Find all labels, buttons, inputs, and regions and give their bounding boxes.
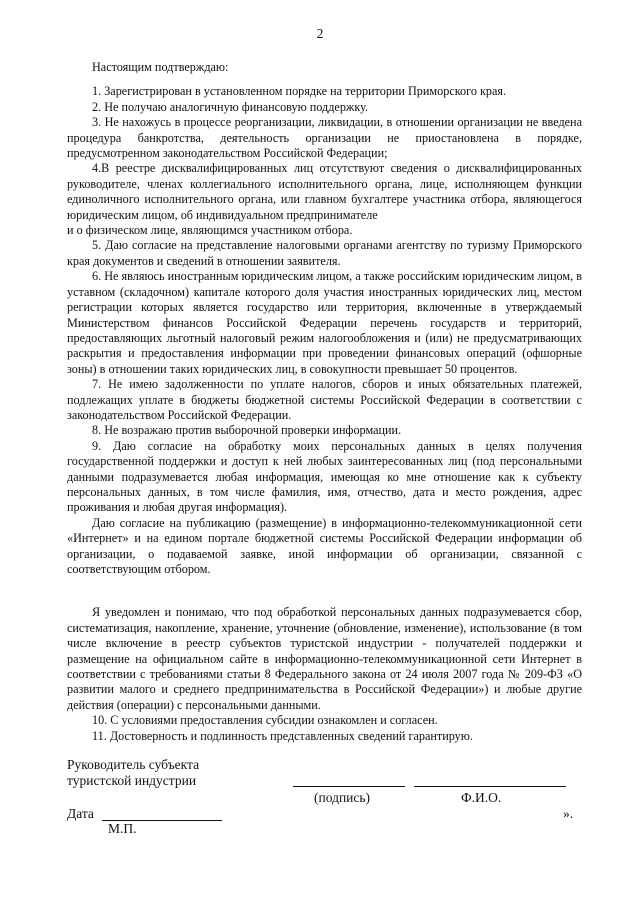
- item-3: 3. Не нахожусь в процессе реорганизации, ликвидации, в отношении организации не введена процедура банкротства, деятельность организации не приостановлена в порядке, предусмотренном законодательством Российской Федерации;: [67, 115, 582, 161]
- head-title-line1: Руководитель субъекта: [67, 757, 200, 772]
- page-number: 2: [316, 26, 324, 41]
- publication-consent: Даю согласие на публикацию (размещение) в информационно-телекоммуникационной сети «Интернет» и на едином портале бюджетной системы Российской Федерации информации об организации, о подаваемой заявке, иной информации об организации, связанной с соответствующим отбором.: [67, 515, 582, 576]
- item-4: 4.В реестре дисквалифицированных лиц отсутствуют сведения о дисквалифицированных руководителе, членах коллегиального исполнительного органа, лице, исполняющем функции единоличного исполнительного органа, или главном бухгалтере участника отбора, являющегося юридическим лицом, об индивидуальном предпринимателе: [67, 161, 582, 222]
- stamp-label: М.П.: [108, 821, 137, 836]
- item-11: 11. Достоверность и подлинность представленных сведений гарантирую.: [92, 728, 473, 743]
- intro-line: Настоящим подтверждаю:: [92, 60, 229, 74]
- signature-label: (подпись): [314, 790, 371, 805]
- signature-line[interactable]: [293, 786, 405, 787]
- item-10: 10. С условиями предоставления субсидии ознакомлен и согласен.: [92, 713, 438, 728]
- head-title-line2: туристской индустрии: [67, 773, 197, 788]
- name-line[interactable]: [414, 786, 566, 787]
- notice-paragraph: Я уведомлен и понимаю, что под обработкой персональных данных подразумевается сбор, систематизация, накопление, хранение, уточнение (обновление, изменение), использование (в том числе включение в реестр субъектов туристской индустрии - получателей поддержки и размещение на официальном сайте в информационно-телекоммуникационной сети Интернет в соответствии с требованиями статьи 8 Федерального закона от 24 июля 2007 года № 209-ФЗ «О развитии малого и среднего предпринимательства в Российской Федерации») и любые другие действия (операции) с персональными данными.: [67, 605, 582, 712]
- date-label: Дата: [67, 806, 94, 821]
- name-label: Ф.И.О.: [461, 790, 502, 805]
- item-1: 1. Зарегистрирован в установленном порядке на территории Приморского края.: [92, 84, 507, 99]
- item-6: 6. Не являюсь иностранным юридическим лицом, а также российским юридическим лицом, в уставном (складочном) капитале которого доля участия иностранных юридических лиц, местом регистрации которых является государство или территория, включенные в утверждаемый Министерством финансов Российской Федерации перечень государств и территорий, предоставляющих льготный налоговый режим налогообложения и (или) не предусматривающих раскрытия и предоставления информации при проведении финансовых операций (офшорные зоны) в отношении таких юридических лиц, в совокупности превышает 50 процентов.: [67, 269, 582, 376]
- item-5: 5. Даю согласие на представление налоговыми органами агентству по туризму Приморского края документов и сведений в отношении заявителя.: [67, 238, 582, 268]
- document-body: [67, 60, 582, 744]
- item-4-continuation: и о физическом лице, являющимся участником отбора.: [67, 223, 353, 238]
- item-2: 2. Не получаю аналогичную финансовую поддержку.: [92, 99, 369, 114]
- item-9: 9. Даю согласие на обработку моих персональных данных в целях получения государственной поддержки и доступ к ней любых заинтересованных лиц (под персональными данными подразумевается любая информация, имеющая ко мне отношение как к субъекту персональных данных, в том числе фамилия, имя, отчество, дата и место рождения, адрес проживания и любая другая информация).: [67, 438, 582, 515]
- item-7: 7. Не имею задолженности по уплате налогов, сборов и иных обязательных платежей, подлежащих уплате в бюджеты бюджетной системы Российской Федерации в соответствии с законодательством Российской Федерации.: [67, 377, 582, 422]
- item-8: 8. Не возражаю против выборочной проверки информации.: [92, 423, 402, 438]
- date-closing-quote: ».: [563, 806, 574, 821]
